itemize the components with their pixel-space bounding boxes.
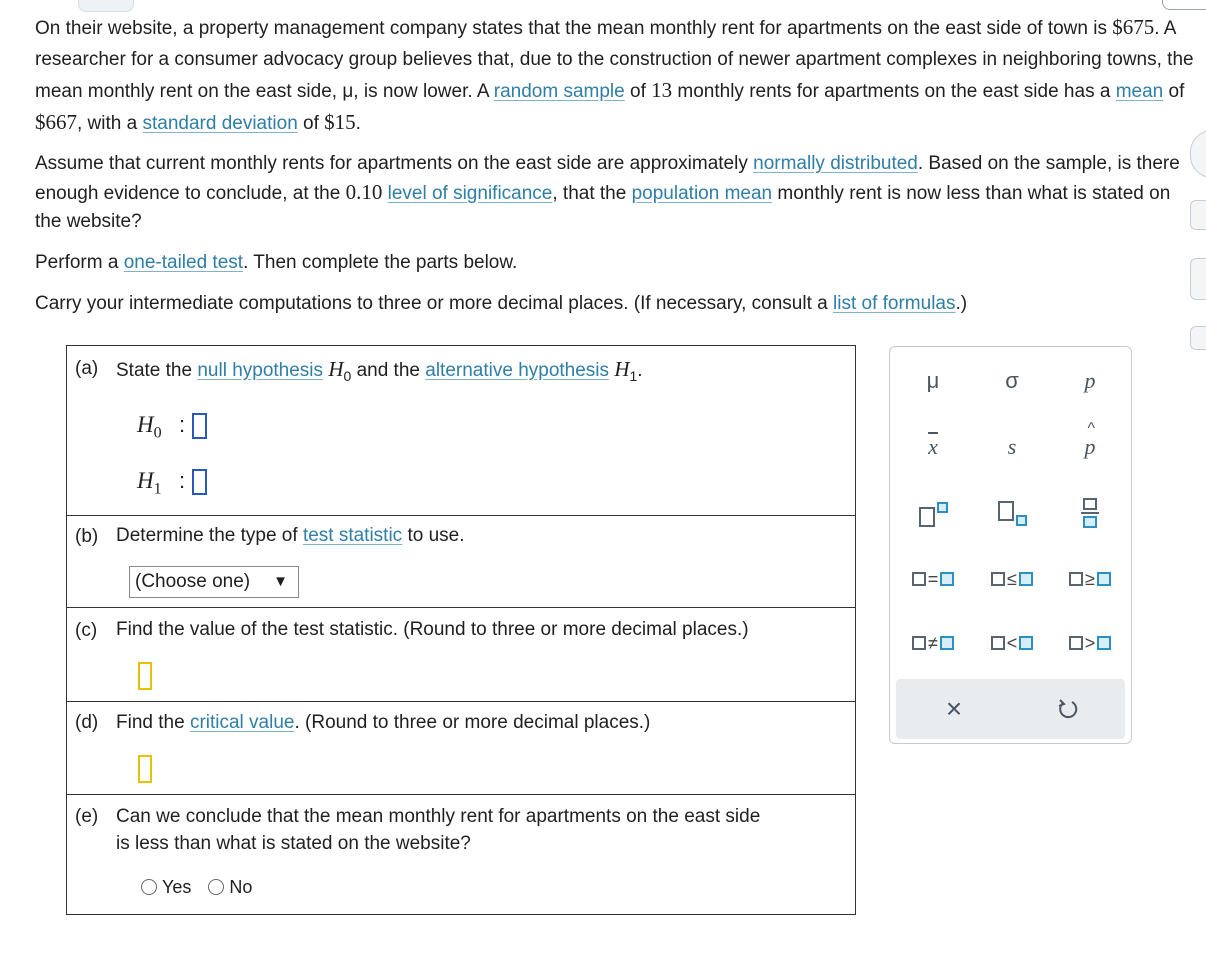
part-d-label: (d) <box>75 712 99 733</box>
less-equal-icon[interactable]: ≤ <box>982 559 1042 599</box>
part-b-box <box>66 515 856 608</box>
h1-symbol: $H_1$ <box>137 468 162 498</box>
link-standard-deviation[interactable]: standard deviation <box>142 113 298 134</box>
part-e-box <box>66 794 856 915</box>
sigma-icon[interactable]: σ <box>1005 368 1019 393</box>
problem-paragraph-2: Assume that current monthly rents for apartments on the east side are approximately normally distributed. Based on the sample, is there enough evidence to conclude, at the 0.10 level of significance, that the population mean monthly rent is now less than what is stated on the website? <box>35 153 1180 232</box>
part-e-prompt: Can we conclude that the mean monthly rent for apartments on the east side is less than what is stated on the website? <box>116 806 761 854</box>
equals-icon[interactable]: = <box>903 559 963 599</box>
greater-than-icon[interactable]: > <box>1060 623 1120 663</box>
yes-no-options <box>141 877 264 898</box>
radio-no[interactable]: No <box>208 877 252 897</box>
h0-input[interactable] <box>192 413 207 439</box>
critical-value-input[interactable] <box>138 755 152 783</box>
part-c-box <box>66 607 856 702</box>
fraction-icon[interactable] <box>1060 493 1120 533</box>
part-a-prompt: State the null hypothesis $H_0$ and the alternative hypothesis $H_1$. <box>116 357 643 384</box>
x-bar-icon[interactable]: $\overline{x}$ <box>928 434 938 459</box>
side-calculator-icon[interactable] <box>1190 200 1206 230</box>
part-e-label: (e) <box>75 806 99 827</box>
h1-colon: : <box>179 468 186 493</box>
not-equal-icon[interactable]: ≠ <box>903 623 963 663</box>
link-test-statistic[interactable]: test statistic <box>302 525 403 546</box>
top-right-button[interactable] <box>1162 0 1206 10</box>
part-c-label: (c) <box>75 620 98 641</box>
problem-paragraph-1: On their website, a property management company states that the mean monthly rent for apartments on the east side of town is $675. A researcher for a consumer advocacy group believes that, due to the construction of newer apartment complexes in neighboring towns, the mean monthly rent on the east side, μ, is now lower. A random sample of 13 monthly rents for apartments on the east side has a mean of $667, with a standard deviation of $15. <box>35 15 1194 134</box>
clear-icon[interactable]: × <box>945 693 963 724</box>
test-statistic-input[interactable] <box>138 662 152 690</box>
undo-icon[interactable] <box>1038 689 1098 729</box>
radio-yes[interactable]: Yes <box>141 877 191 897</box>
h0-symbol: $H_0$ <box>137 412 162 442</box>
link-alternative-hypothesis[interactable]: alternative hypothesis <box>425 360 610 381</box>
subscript-icon[interactable] <box>982 493 1042 533</box>
h0-colon: : <box>179 412 186 437</box>
mu-icon[interactable]: μ <box>926 368 940 393</box>
problem-paragraph-4: Carry your intermediate computations to three or more decimal places. (If necessary, consult a list of formulas.) <box>35 293 968 314</box>
part-b-prompt: Determine the type of test statistic to use. <box>116 525 465 546</box>
superscript-icon[interactable] <box>903 493 963 533</box>
link-normally-distributed[interactable]: normally distributed <box>753 153 918 174</box>
link-one-tailed-test[interactable]: one-tailed test <box>123 252 244 273</box>
part-a-label: (a) <box>75 358 99 379</box>
link-random-sample[interactable]: random sample <box>493 81 625 102</box>
palette-footer <box>896 679 1125 739</box>
s-icon[interactable]: s <box>1007 434 1017 459</box>
side-panel-icon[interactable] <box>1190 258 1206 300</box>
greater-equal-icon[interactable]: ≥ <box>1060 559 1120 599</box>
problem-paragraph-3: Perform a one-tailed test. Then complete the parts below. <box>35 252 518 273</box>
p-icon[interactable]: p <box>1084 368 1096 393</box>
part-d-prompt: Find the critical value. (Round to three or more decimal places.) <box>116 712 651 733</box>
part-d-box <box>66 701 856 795</box>
part-c-prompt: Find the value of the test statistic. (Round to three or more decimal places.) <box>116 619 749 640</box>
side-window-icon[interactable] <box>1190 326 1206 350</box>
part-b-label: (b) <box>75 526 99 547</box>
link-level-of-significance[interactable]: level of significance <box>387 183 553 204</box>
radio-circle-icon <box>141 879 157 895</box>
dropdown-arrow-icon: ▼ <box>273 573 288 590</box>
link-critical-value[interactable]: critical value <box>189 712 295 733</box>
radio-circle-icon <box>208 879 224 895</box>
h1-input[interactable] <box>192 469 207 495</box>
link-null-hypothesis[interactable]: null hypothesis <box>197 360 324 381</box>
symbol-palette <box>889 346 1132 744</box>
link-population-mean[interactable]: population mean <box>631 183 773 204</box>
less-than-icon[interactable]: < <box>982 623 1042 663</box>
link-list-of-formulas[interactable]: list of formulas <box>833 293 956 314</box>
test-statistic-select[interactable]: (Choose one) ▼ <box>129 566 299 598</box>
part-a-box <box>66 345 856 516</box>
top-tab[interactable] <box>78 0 134 12</box>
p-hat-icon[interactable]: ^ p <box>1084 420 1096 459</box>
link-mean[interactable]: mean <box>1115 81 1164 102</box>
